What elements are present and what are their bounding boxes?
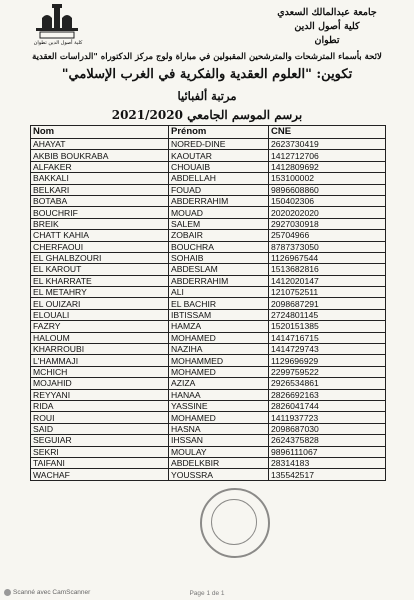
city-name: تطوان xyxy=(314,35,340,46)
cell-prenom: ABDELLAH xyxy=(169,173,269,184)
cell-nom: EL GHALBZOURI xyxy=(31,252,169,263)
table-row xyxy=(31,298,386,309)
table-row xyxy=(31,332,386,343)
official-stamp xyxy=(200,488,270,558)
cell-cne: 1412809692 xyxy=(269,161,386,172)
university-logo-icon xyxy=(34,4,80,40)
table-row xyxy=(31,184,386,195)
cell-prenom: NAZIHA xyxy=(169,344,269,355)
cell-cne: 1520151385 xyxy=(269,321,386,332)
cell-cne: 1414716715 xyxy=(269,332,386,343)
cell-cne: 1210752511 xyxy=(269,287,386,298)
table-row xyxy=(31,457,386,468)
cell-prenom: MOHAMED xyxy=(169,366,269,377)
table-row xyxy=(31,275,386,286)
cell-cne: 1513682816 xyxy=(269,264,386,275)
cell-nom: BOUCHRIF xyxy=(31,207,169,218)
cell-prenom: MOULAY xyxy=(169,446,269,457)
table-row xyxy=(31,389,386,400)
cell-nom: SAID xyxy=(31,423,169,434)
cell-nom: SEKRI xyxy=(31,446,169,457)
cell-cne: 135542517 xyxy=(269,469,386,480)
table-row xyxy=(31,446,386,457)
table-row xyxy=(31,252,386,263)
cell-prenom: ABDERRAHIM xyxy=(169,195,269,206)
cell-prenom: YASSINE xyxy=(169,400,269,411)
cell-cne: 8787373050 xyxy=(269,241,386,252)
cell-prenom: HANAA xyxy=(169,389,269,400)
cell-nom: ROUI xyxy=(31,412,169,423)
cell-prenom: HAMZA xyxy=(169,321,269,332)
cell-prenom: ALI xyxy=(169,287,269,298)
cell-prenom: SOHAIB xyxy=(169,252,269,263)
program-title: تكوين: "العلوم العقدية والفكرية في الغرب الإسلامي" xyxy=(61,67,353,82)
cell-prenom: KAOUTAR xyxy=(169,150,269,161)
cell-cne: 2623730419 xyxy=(269,139,386,150)
academic-year: برسم الموسم الجامعي 2021/2020 xyxy=(111,108,303,122)
cell-cne: 2926534861 xyxy=(269,378,386,389)
table-row xyxy=(31,400,386,411)
logo-caption: كلية أصول الدين تطوان xyxy=(33,40,83,46)
table-row xyxy=(31,435,386,446)
table-row xyxy=(31,264,386,275)
cell-cne: 2826692163 xyxy=(269,389,386,400)
cell-prenom: ABDELKBIR xyxy=(169,457,269,468)
list-subtitle: لائحة بأسماء المترشحات والمترشحين المقبولين في مباراة ولوج مركز الدكتوراه "الدراسات العقدية xyxy=(32,52,382,62)
page-number: Page 1 de 1 xyxy=(189,590,225,597)
cell-nom: REYYANI xyxy=(31,389,169,400)
sort-note: مرتبة ألفبائيا xyxy=(177,89,237,103)
cell-cne: 2098687291 xyxy=(269,298,386,309)
cell-prenom: SALEM xyxy=(169,218,269,229)
table-row xyxy=(31,173,386,184)
candidates-table xyxy=(30,125,386,481)
table-row xyxy=(31,218,386,229)
cell-prenom: YOUSSRA xyxy=(169,469,269,480)
cell-cne: 2927030918 xyxy=(269,218,386,229)
table-row xyxy=(31,355,386,366)
cell-cne: 1412712706 xyxy=(269,150,386,161)
cell-nom: MOJAHID xyxy=(31,378,169,389)
cell-prenom: ABDESLAM xyxy=(169,264,269,275)
header-prenom: Prénom xyxy=(169,126,269,139)
table-row xyxy=(31,309,386,320)
table-row xyxy=(31,423,386,434)
cell-nom: MCHICH xyxy=(31,366,169,377)
cell-cne: 2299759522 xyxy=(269,366,386,377)
cell-nom: ALFAKER xyxy=(31,161,169,172)
cell-prenom: FOUAD xyxy=(169,184,269,195)
table-row xyxy=(31,139,386,150)
table-row xyxy=(31,150,386,161)
cell-nom: EL KAROUT xyxy=(31,264,169,275)
cell-cne: 153100002 xyxy=(269,173,386,184)
cell-nom: TAIFANI xyxy=(31,457,169,468)
cell-cne: 1411937723 xyxy=(269,412,386,423)
cell-prenom: EL BACHIR xyxy=(169,298,269,309)
cell-cne: 2098687030 xyxy=(269,423,386,434)
table-row xyxy=(31,230,386,241)
table-row xyxy=(31,321,386,332)
table-header-row xyxy=(31,126,386,139)
cell-nom: EL METAHRY xyxy=(31,287,169,298)
cell-cne: 1412020147 xyxy=(269,275,386,286)
cell-nom: BREIK xyxy=(31,218,169,229)
cell-prenom: HASNA xyxy=(169,423,269,434)
cell-cne: 2724801145 xyxy=(269,309,386,320)
faculty-name: كلية أصول الدين xyxy=(294,21,360,32)
cell-nom: EL OUIZARI xyxy=(31,298,169,309)
cell-prenom: MOHAMED xyxy=(169,412,269,423)
cell-nom: KHARROUBI xyxy=(31,344,169,355)
cell-nom: BOTABA xyxy=(31,195,169,206)
cell-prenom: MOHAMMED xyxy=(169,355,269,366)
cell-prenom: ZOBAIR xyxy=(169,230,269,241)
cell-nom: WACHAF xyxy=(31,469,169,480)
cell-cne: 2020202020 xyxy=(269,207,386,218)
cell-nom: FAZRY xyxy=(31,321,169,332)
cell-cne: 9896608860 xyxy=(269,184,386,195)
table-row xyxy=(31,241,386,252)
cell-prenom: MOUAD xyxy=(169,207,269,218)
table-row xyxy=(31,287,386,298)
cell-nom: ELOUALI xyxy=(31,309,169,320)
cell-cne: 28314183 xyxy=(269,457,386,468)
cell-prenom: NORED-DINE xyxy=(169,139,269,150)
cell-cne: 2826041744 xyxy=(269,400,386,411)
table-row xyxy=(31,412,386,423)
cell-nom: AKBIB BOUKRABA xyxy=(31,150,169,161)
cell-nom: AHAYAT xyxy=(31,139,169,150)
cell-cne: 1414729743 xyxy=(269,344,386,355)
cell-nom: EL KHARRATE xyxy=(31,275,169,286)
cell-cne: 1126967544 xyxy=(269,252,386,263)
cell-prenom: IHSSAN xyxy=(169,435,269,446)
cell-nom: CHERFAOUI xyxy=(31,241,169,252)
institution-header xyxy=(252,6,402,48)
document-titles xyxy=(0,50,414,124)
cell-nom: L'HAMMAJI xyxy=(31,355,169,366)
cell-prenom: CHOUAIB xyxy=(169,161,269,172)
cell-prenom: BOUCHRA xyxy=(169,241,269,252)
cell-cne: 2624375828 xyxy=(269,435,386,446)
header-cne: CNE xyxy=(269,126,386,139)
cell-cne: 1129696929 xyxy=(269,355,386,366)
cell-prenom: IBTISSAM xyxy=(169,309,269,320)
table-row xyxy=(31,469,386,480)
table-row xyxy=(31,161,386,172)
university-name: جامعة عبدالمالك السعدي xyxy=(277,7,377,18)
cell-nom: CHATT KAHIA xyxy=(31,230,169,241)
cell-prenom: ABDERRAHIM xyxy=(169,275,269,286)
cell-nom: SEGUIAR xyxy=(31,435,169,446)
cell-cne: 9896111067 xyxy=(269,446,386,457)
cell-cne: 25704966 xyxy=(269,230,386,241)
table-row xyxy=(31,195,386,206)
table-row xyxy=(31,378,386,389)
table-row xyxy=(31,207,386,218)
header-nom: Nom xyxy=(31,126,169,139)
cell-prenom: AZIZA xyxy=(169,378,269,389)
table-row xyxy=(31,344,386,355)
cell-nom: HALOUM xyxy=(31,332,169,343)
table-row xyxy=(31,366,386,377)
cell-prenom: MOHAMED xyxy=(169,332,269,343)
scanner-text: Scanné avec CamScanner xyxy=(13,589,91,596)
cell-cne: 150402306 xyxy=(269,195,386,206)
cell-nom: BAKKALI xyxy=(31,173,169,184)
cell-nom: BELKARI xyxy=(31,184,169,195)
cell-nom: RIDA xyxy=(31,400,169,411)
